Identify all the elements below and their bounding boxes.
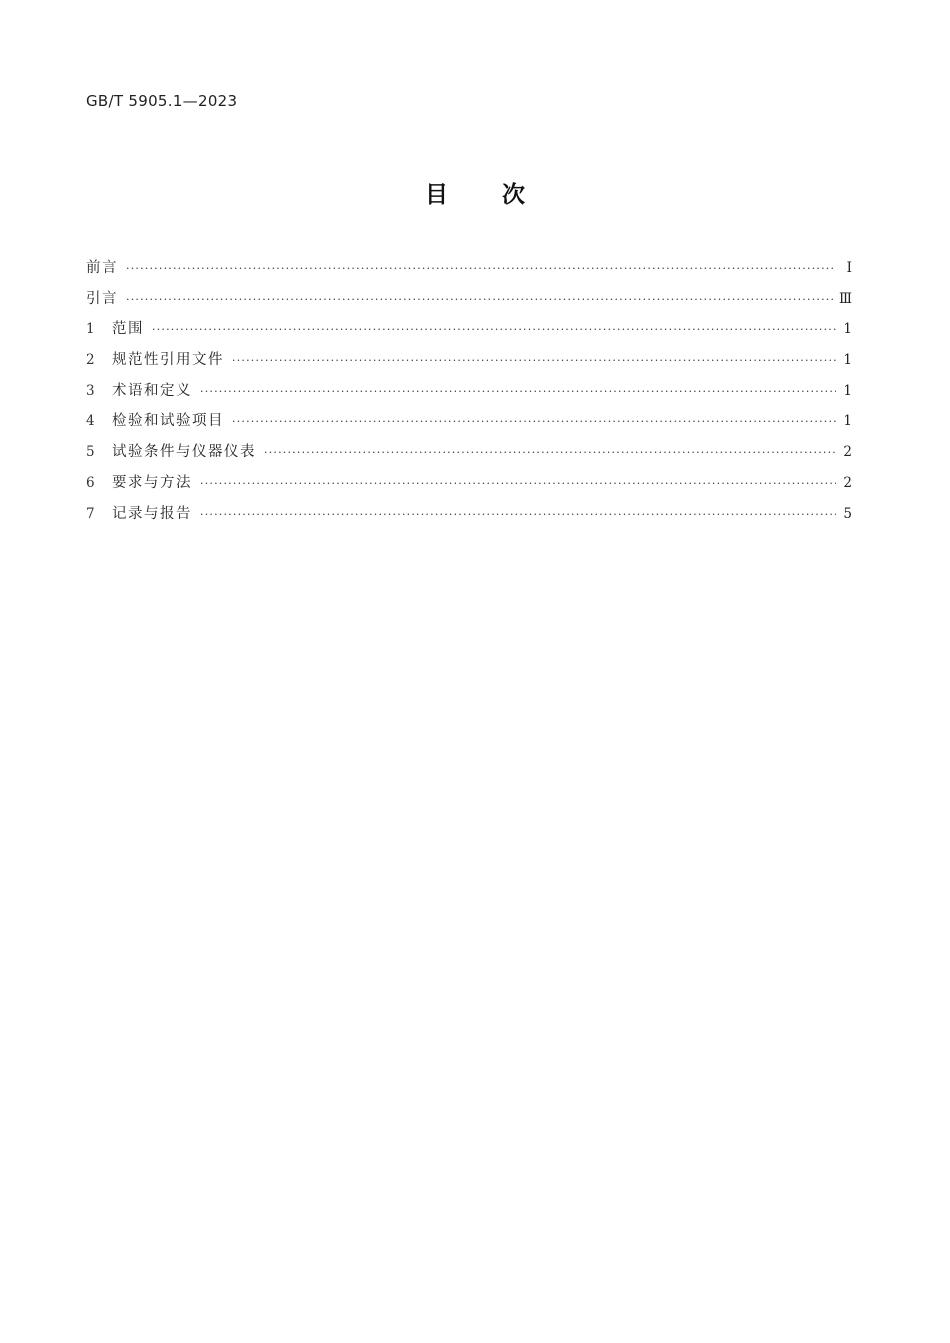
toc-entry-number: 1 xyxy=(86,321,95,338)
toc-entry-label: 规范性引用文件 xyxy=(112,352,224,369)
toc-entry-number: 5 xyxy=(86,444,95,461)
toc-entry-label: 记录与报告 xyxy=(112,505,192,522)
toc-title-part-1: 目 xyxy=(425,182,448,208)
toc-entry-page: 2 xyxy=(843,444,852,461)
toc-entry-label: 要求与方法 xyxy=(112,474,192,491)
toc-entry-label: 范围 xyxy=(112,321,144,338)
toc-entry-page: Ⅲ xyxy=(838,290,852,307)
toc-entry-page: 2 xyxy=(843,474,852,491)
toc-leader-dots xyxy=(200,477,836,490)
toc-entry-normative-references[interactable] xyxy=(86,348,852,379)
toc-list xyxy=(86,256,852,532)
toc-leader-dots xyxy=(264,446,836,459)
toc-leader-dots xyxy=(200,385,836,398)
toc-entry-foreword[interactable] xyxy=(86,256,852,287)
toc-entry-number: 4 xyxy=(86,413,95,430)
toc-leader-dots xyxy=(200,508,836,521)
toc-entry-number: 3 xyxy=(86,382,95,399)
toc-entry-scope[interactable] xyxy=(86,317,852,348)
toc-entry-page: 1 xyxy=(843,321,852,338)
toc-entry-number: 6 xyxy=(86,474,95,491)
toc-leader-dots xyxy=(126,262,836,275)
standard-code: GB/T 5905.1—2023 xyxy=(86,92,238,110)
toc-entry-page: 1 xyxy=(843,413,852,430)
toc-entry-number: 2 xyxy=(86,352,95,369)
toc-entry-number: 7 xyxy=(86,505,95,522)
toc-entry-label: 前言 xyxy=(86,260,118,276)
toc-entry-page: 1 xyxy=(843,382,852,399)
toc-entry-label: 试验条件与仪器仪表 xyxy=(112,444,256,461)
toc-entry-label: 术语和定义 xyxy=(112,382,192,399)
toc-entry-label: 引言 xyxy=(86,290,118,307)
toc-entry-introduction[interactable] xyxy=(86,287,852,318)
toc-entry-terms-definitions[interactable] xyxy=(86,379,852,410)
toc-title-part-2: 次 xyxy=(502,182,525,208)
toc-entry-test-conditions[interactable] xyxy=(86,440,852,471)
toc-leader-dots xyxy=(152,323,836,336)
toc-title xyxy=(0,176,950,209)
toc-entry-records-report[interactable] xyxy=(86,502,852,533)
toc-entry-label: 检验和试验项目 xyxy=(112,413,224,430)
toc-entry-inspection-items[interactable] xyxy=(86,409,852,440)
toc-entry-page: 5 xyxy=(843,505,852,522)
toc-entry-page: 1 xyxy=(843,352,852,369)
toc-leader-dots xyxy=(232,415,836,428)
toc-entry-requirements-methods[interactable] xyxy=(86,471,852,502)
toc-leader-dots xyxy=(232,354,836,367)
toc-leader-dots xyxy=(126,293,833,306)
toc-entry-page: Ⅰ xyxy=(846,260,852,276)
